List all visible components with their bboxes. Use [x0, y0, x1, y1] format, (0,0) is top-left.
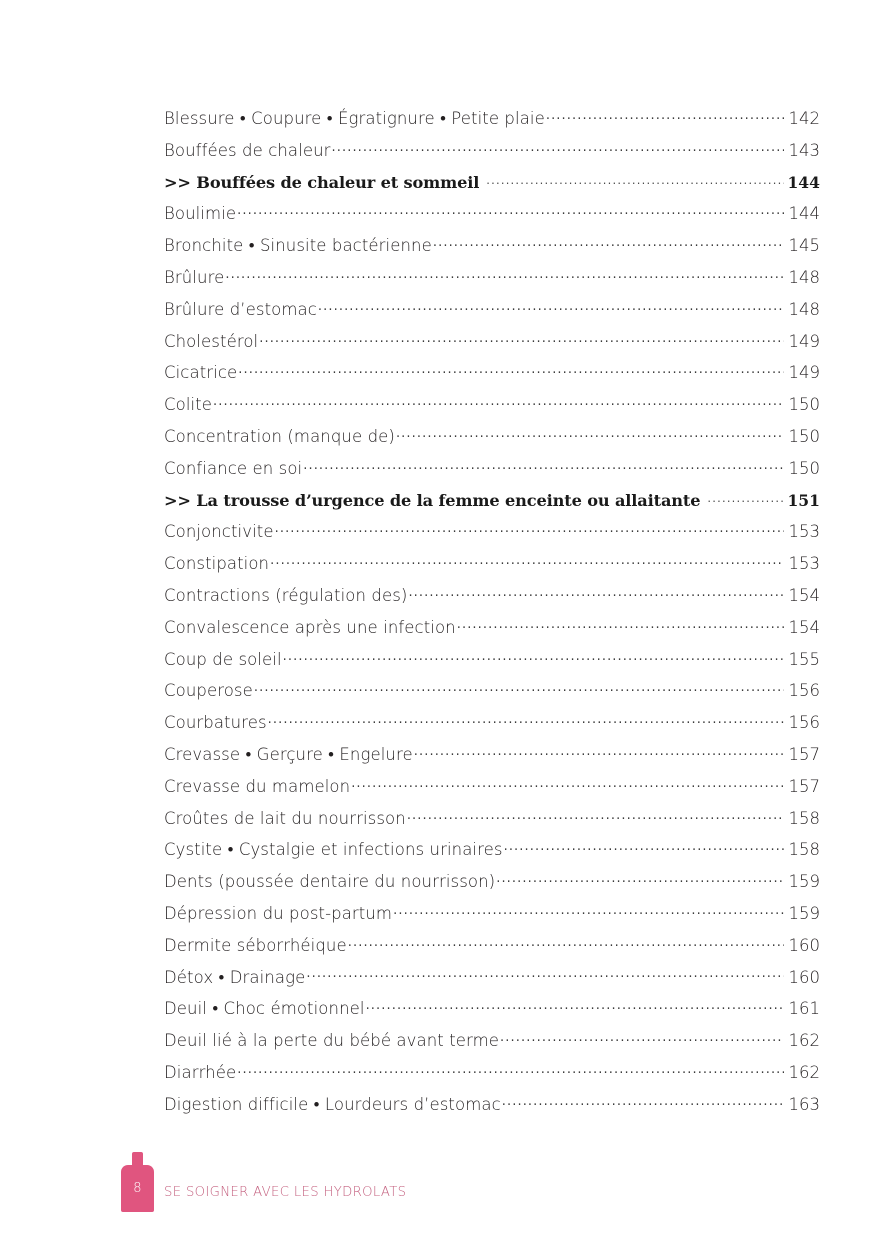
- toc-dot-leader: [707, 490, 784, 506]
- toc-dot-leader: [254, 680, 784, 696]
- toc-entry-label: Crevasse du mamelon: [164, 776, 351, 796]
- toc-entry-label: >> La trousse d’urgence de la femme enceinte ou allaitante: [164, 490, 701, 510]
- toc-entry-page-number: 153: [788, 522, 820, 542]
- toc-entry[interactable]: [164, 458, 820, 490]
- toc-entry-label: Crevasse • Gerçure • Engelure: [164, 744, 413, 764]
- toc-entry-label: >> Bouffées de chaleur et sommeil: [164, 172, 480, 192]
- toc-dot-leader: [457, 617, 784, 633]
- toc-dot-leader: [259, 331, 784, 347]
- toc-entry[interactable]: [164, 680, 820, 712]
- toc-entry-label: Bouffées de chaleur: [164, 140, 331, 160]
- toc-entry[interactable]: [164, 871, 820, 903]
- toc-entry-label: Diarrhée: [164, 1062, 237, 1082]
- toc-dot-leader: [500, 1030, 784, 1046]
- toc-entry[interactable]: [164, 776, 820, 808]
- toc-dot-leader: [225, 267, 784, 283]
- toc-entry-page-number: 149: [788, 331, 820, 351]
- toc-entry-page-number: 144: [788, 204, 820, 224]
- toc-entry-label: Détox • Drainage: [164, 967, 306, 987]
- toc-entry[interactable]: [164, 140, 820, 172]
- toc-entry-page-number: 160: [788, 967, 820, 987]
- toc-entry[interactable]: [164, 1062, 820, 1094]
- toc-entry-label: Colite: [164, 395, 213, 415]
- toc-entry[interactable]: [164, 808, 820, 840]
- toc-dot-leader: [408, 585, 784, 601]
- toc-entry-page-number: 154: [788, 617, 820, 637]
- toc-entry-label: Dents (poussée dentaire du nourrisson): [164, 872, 496, 892]
- toc-dot-leader: [348, 935, 784, 951]
- toc-dot-leader: [237, 1062, 784, 1078]
- toc-entry-page-number: 150: [788, 426, 820, 446]
- toc-entry[interactable]: [164, 426, 820, 458]
- toc-dot-leader: [303, 458, 784, 474]
- toc-entry[interactable]: [164, 331, 820, 363]
- toc-entry-page-number: 161: [788, 999, 820, 1019]
- toc-entry-label: Cholestérol: [164, 331, 259, 351]
- toc-entry[interactable]: [164, 998, 820, 1030]
- toc-entry-page-number: 142: [788, 109, 820, 128]
- toc-entry-label: Deuil • Choc émotionnel: [164, 999, 365, 1019]
- toc-dot-leader: [496, 871, 784, 887]
- table-of-contents: [164, 108, 820, 1126]
- toc-entry[interactable]: [164, 362, 820, 394]
- toc-entry-label: Deuil lié à la perte du bébé avant terme: [164, 1031, 500, 1051]
- toc-entry-label: Contractions (régulation des): [164, 585, 408, 605]
- toc-entry-page-number: 156: [788, 681, 820, 701]
- toc-dot-leader: [546, 108, 784, 124]
- toc-entry[interactable]: [164, 712, 820, 744]
- toc-entry[interactable]: [164, 585, 820, 617]
- toc-entry-page-number: 160: [788, 935, 820, 955]
- toc-entry-page-number: 150: [788, 458, 820, 478]
- toc-dot-leader: [351, 776, 784, 792]
- toc-entry-label: Coup de soleil: [164, 649, 282, 669]
- toc-entry-label: Courbatures: [164, 713, 267, 733]
- toc-entry[interactable]: [164, 267, 820, 299]
- toc-entry-label: Dermite séborrhéique: [164, 935, 347, 955]
- toc-entry-label: Brûlure: [164, 267, 225, 287]
- toc-entry-label: Brûlure d’estomac: [164, 299, 317, 319]
- toc-entry[interactable]: [164, 108, 820, 140]
- toc-entry-page-number: 154: [788, 585, 820, 605]
- toc-entry-page-number: 149: [788, 363, 820, 383]
- footer-page-number: 8: [133, 1181, 142, 1196]
- toc-entry-label: Bronchite • Sinusite bactérienne: [164, 236, 432, 256]
- toc-entry-page-number: 145: [788, 236, 820, 256]
- toc-entry[interactable]: [164, 1030, 820, 1062]
- toc-entry[interactable]: [164, 935, 820, 967]
- toc-dot-leader: [396, 426, 784, 442]
- toc-entry-page-number: 155: [788, 649, 820, 669]
- toc-entry-label: Croûtes de lait du nourrisson: [164, 808, 406, 828]
- toc-entry-page-number: 151: [787, 490, 820, 510]
- toc-dot-leader: [504, 839, 784, 855]
- toc-entry-page-number: 162: [788, 1062, 820, 1082]
- toc-entry[interactable]: [164, 490, 820, 522]
- toc-entry[interactable]: [164, 967, 820, 999]
- toc-dot-leader: [213, 394, 784, 410]
- toc-dot-leader: [275, 521, 784, 537]
- footer-book-title: SE SOIGNER AVEC LES HYDROLATS: [164, 1185, 407, 1200]
- toc-entry-page-number: 153: [788, 554, 820, 574]
- toc-dot-leader: [407, 808, 784, 824]
- toc-entry-page-number: 143: [788, 140, 820, 160]
- toc-entry-label: Cystite • Cystalgie et infections urinaires: [164, 840, 503, 860]
- toc-entry-page-number: 158: [788, 840, 820, 860]
- toc-entry[interactable]: [164, 299, 820, 331]
- toc-entry[interactable]: [164, 203, 820, 235]
- toc-dot-leader: [414, 744, 784, 760]
- toc-dot-leader: [270, 553, 784, 569]
- toc-entry-label: Digestion difficile • Lourdeurs d’estomac: [164, 1094, 501, 1114]
- toc-entry[interactable]: [164, 394, 820, 426]
- toc-entry-page-number: 156: [788, 713, 820, 733]
- toc-dot-leader: [366, 998, 784, 1014]
- toc-entry-label: Couperose: [164, 681, 253, 701]
- toc-entry-page-number: 163: [788, 1094, 820, 1114]
- toc-entry[interactable]: [164, 839, 820, 871]
- toc-dot-leader: [306, 967, 784, 983]
- toc-entry[interactable]: [164, 521, 820, 553]
- toc-dot-leader: [283, 649, 784, 665]
- toc-entry[interactable]: [164, 649, 820, 681]
- toc-entry[interactable]: [164, 172, 820, 204]
- toc-entry-label: Concentration (manque de): [164, 426, 395, 446]
- toc-entry-page-number: 158: [788, 808, 820, 828]
- toc-entry-page-number: 148: [788, 267, 820, 287]
- toc-dot-leader: [486, 172, 784, 188]
- toc-entry-label: Convalescence après une infection: [164, 617, 456, 637]
- page-footer: [0, 1152, 886, 1222]
- toc-entry-label: Constipation: [164, 554, 270, 574]
- toc-entry-page-number: 157: [788, 744, 820, 764]
- toc-entry-page-number: 159: [788, 903, 820, 923]
- toc-entry-page-number: 162: [788, 1031, 820, 1051]
- toc-entry-label: Cicatrice: [164, 363, 238, 383]
- bottle-icon: [121, 1152, 154, 1212]
- toc-dot-leader: [433, 235, 784, 251]
- toc-entry-page-number: 144: [787, 172, 820, 192]
- toc-dot-leader: [393, 903, 784, 919]
- toc-entry-page-number: 157: [788, 776, 820, 796]
- toc-entry[interactable]: [164, 903, 820, 935]
- toc-entry[interactable]: [164, 235, 820, 267]
- toc-dot-leader: [268, 712, 784, 728]
- toc-entry-label: Confiance en soi: [164, 458, 303, 478]
- toc-entry-label: Dépression du post-partum: [164, 903, 393, 923]
- toc-dot-leader: [332, 140, 784, 156]
- toc-dot-leader: [502, 1094, 784, 1110]
- toc-entry[interactable]: [164, 744, 820, 776]
- toc-entry[interactable]: [164, 1094, 820, 1126]
- toc-entry-page-number: 150: [788, 395, 820, 415]
- toc-entry-label: Blessure • Coupure • Égratignure • Petite plaie: [164, 109, 545, 128]
- toc-entry[interactable]: [164, 553, 820, 585]
- toc-dot-leader: [238, 362, 784, 378]
- toc-dot-leader: [237, 203, 784, 219]
- toc-entry-page-number: 148: [788, 299, 820, 319]
- toc-entry-page-number: 159: [788, 872, 820, 892]
- toc-dot-leader: [318, 299, 784, 315]
- toc-entry[interactable]: [164, 617, 820, 649]
- toc-entry-label: Boulimie: [164, 204, 237, 224]
- toc-entry-label: Conjonctivite: [164, 522, 274, 542]
